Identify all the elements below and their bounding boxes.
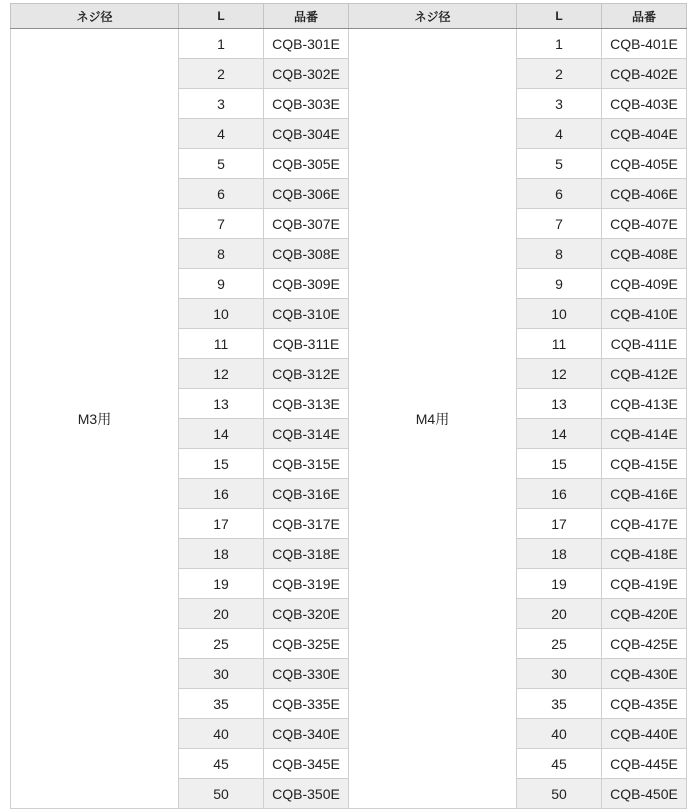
part-number-cell: CQB-420E xyxy=(602,599,687,629)
length-cell: 25 xyxy=(517,629,602,659)
part-number-cell: CQB-425E xyxy=(602,629,687,659)
length-cell: 20 xyxy=(179,599,264,629)
part-number-cell: CQB-418E xyxy=(602,539,687,569)
length-cell: 8 xyxy=(517,239,602,269)
part-number-cell: CQB-306E xyxy=(264,179,349,209)
part-number-cell: CQB-311E xyxy=(264,329,349,359)
length-cell: 11 xyxy=(517,329,602,359)
length-cell: 4 xyxy=(517,119,602,149)
length-cell: 19 xyxy=(517,569,602,599)
length-cell: 5 xyxy=(179,149,264,179)
part-number-cell: CQB-402E xyxy=(602,59,687,89)
length-cell: 17 xyxy=(517,509,602,539)
parts-table xyxy=(10,3,687,809)
part-number-cell: CQB-419E xyxy=(602,569,687,599)
part-number-cell: CQB-405E xyxy=(602,149,687,179)
table-row xyxy=(11,29,687,59)
length-cell: 12 xyxy=(179,359,264,389)
part-number-cell: CQB-340E xyxy=(264,719,349,749)
part-number-cell: CQB-411E xyxy=(602,329,687,359)
part-number-cell: CQB-435E xyxy=(602,689,687,719)
part-number-cell: CQB-318E xyxy=(264,539,349,569)
header-length: L xyxy=(517,4,602,29)
length-cell: 45 xyxy=(179,749,264,779)
part-number-cell: CQB-417E xyxy=(602,509,687,539)
length-cell: 10 xyxy=(517,299,602,329)
length-cell: 40 xyxy=(517,719,602,749)
part-number-cell: CQB-406E xyxy=(602,179,687,209)
length-cell: 5 xyxy=(517,149,602,179)
length-cell: 12 xyxy=(517,359,602,389)
length-cell: 6 xyxy=(179,179,264,209)
length-cell: 13 xyxy=(517,389,602,419)
part-number-cell: CQB-345E xyxy=(264,749,349,779)
part-number-cell: CQB-313E xyxy=(264,389,349,419)
part-number-cell: CQB-450E xyxy=(602,779,687,809)
part-number-cell: CQB-403E xyxy=(602,89,687,119)
length-cell: 16 xyxy=(517,479,602,509)
part-number-cell: CQB-320E xyxy=(264,599,349,629)
part-number-cell: CQB-414E xyxy=(602,419,687,449)
part-number-cell: CQB-430E xyxy=(602,659,687,689)
length-cell: 14 xyxy=(517,419,602,449)
part-number-cell: CQB-350E xyxy=(264,779,349,809)
length-cell: 2 xyxy=(517,59,602,89)
length-cell: 18 xyxy=(179,539,264,569)
part-number-cell: CQB-412E xyxy=(602,359,687,389)
part-number-cell: CQB-319E xyxy=(264,569,349,599)
part-number-cell: CQB-310E xyxy=(264,299,349,329)
part-number-cell: CQB-317E xyxy=(264,509,349,539)
part-number-cell: CQB-409E xyxy=(602,269,687,299)
length-cell: 15 xyxy=(179,449,264,479)
length-cell: 20 xyxy=(517,599,602,629)
part-number-cell: CQB-303E xyxy=(264,89,349,119)
part-number-cell: CQB-408E xyxy=(602,239,687,269)
length-cell: 2 xyxy=(179,59,264,89)
header-thread-size: ネジ径 xyxy=(11,4,179,29)
part-number-cell: CQB-316E xyxy=(264,479,349,509)
length-cell: 35 xyxy=(179,689,264,719)
part-number-cell: CQB-312E xyxy=(264,359,349,389)
part-number-cell: CQB-445E xyxy=(602,749,687,779)
length-cell: 1 xyxy=(179,29,264,59)
header-length: L xyxy=(179,4,264,29)
part-number-cell: CQB-410E xyxy=(602,299,687,329)
part-number-cell: CQB-416E xyxy=(602,479,687,509)
length-cell: 40 xyxy=(179,719,264,749)
length-cell: 7 xyxy=(517,209,602,239)
length-cell: 8 xyxy=(179,239,264,269)
length-cell: 25 xyxy=(179,629,264,659)
part-number-cell: CQB-335E xyxy=(264,689,349,719)
part-number-cell: CQB-305E xyxy=(264,149,349,179)
length-cell: 6 xyxy=(517,179,602,209)
length-cell: 4 xyxy=(179,119,264,149)
part-number-cell: CQB-307E xyxy=(264,209,349,239)
part-number-cell: CQB-325E xyxy=(264,629,349,659)
part-number-cell: CQB-309E xyxy=(264,269,349,299)
length-cell: 13 xyxy=(179,389,264,419)
length-cell: 50 xyxy=(517,779,602,809)
length-cell: 10 xyxy=(179,299,264,329)
header-part-number: 品番 xyxy=(264,4,349,29)
length-cell: 9 xyxy=(517,269,602,299)
length-cell: 3 xyxy=(179,89,264,119)
thread-size-cell: M4用 xyxy=(349,29,517,809)
length-cell: 30 xyxy=(517,659,602,689)
part-number-cell: CQB-407E xyxy=(602,209,687,239)
length-cell: 18 xyxy=(517,539,602,569)
part-number-cell: CQB-415E xyxy=(602,449,687,479)
part-number-cell: CQB-308E xyxy=(264,239,349,269)
length-cell: 15 xyxy=(517,449,602,479)
length-cell: 17 xyxy=(179,509,264,539)
part-number-cell: CQB-304E xyxy=(264,119,349,149)
part-number-cell: CQB-302E xyxy=(264,59,349,89)
part-number-cell: CQB-401E xyxy=(602,29,687,59)
length-cell: 19 xyxy=(179,569,264,599)
length-cell: 9 xyxy=(179,269,264,299)
length-cell: 45 xyxy=(517,749,602,779)
thread-size-cell: M3用 xyxy=(11,29,179,809)
part-number-cell: CQB-315E xyxy=(264,449,349,479)
part-number-cell: CQB-413E xyxy=(602,389,687,419)
part-number-cell: CQB-330E xyxy=(264,659,349,689)
header-part-number: 品番 xyxy=(602,4,687,29)
length-cell: 50 xyxy=(179,779,264,809)
length-cell: 14 xyxy=(179,419,264,449)
part-number-cell: CQB-440E xyxy=(602,719,687,749)
length-cell: 30 xyxy=(179,659,264,689)
header-row xyxy=(11,4,687,29)
length-cell: 3 xyxy=(517,89,602,119)
length-cell: 11 xyxy=(179,329,264,359)
length-cell: 1 xyxy=(517,29,602,59)
part-number-cell: CQB-301E xyxy=(264,29,349,59)
length-cell: 35 xyxy=(517,689,602,719)
part-number-cell: CQB-314E xyxy=(264,419,349,449)
length-cell: 7 xyxy=(179,209,264,239)
header-thread-size: ネジ径 xyxy=(349,4,517,29)
parts-table-container xyxy=(10,3,687,809)
length-cell: 16 xyxy=(179,479,264,509)
table-body xyxy=(11,29,687,809)
part-number-cell: CQB-404E xyxy=(602,119,687,149)
